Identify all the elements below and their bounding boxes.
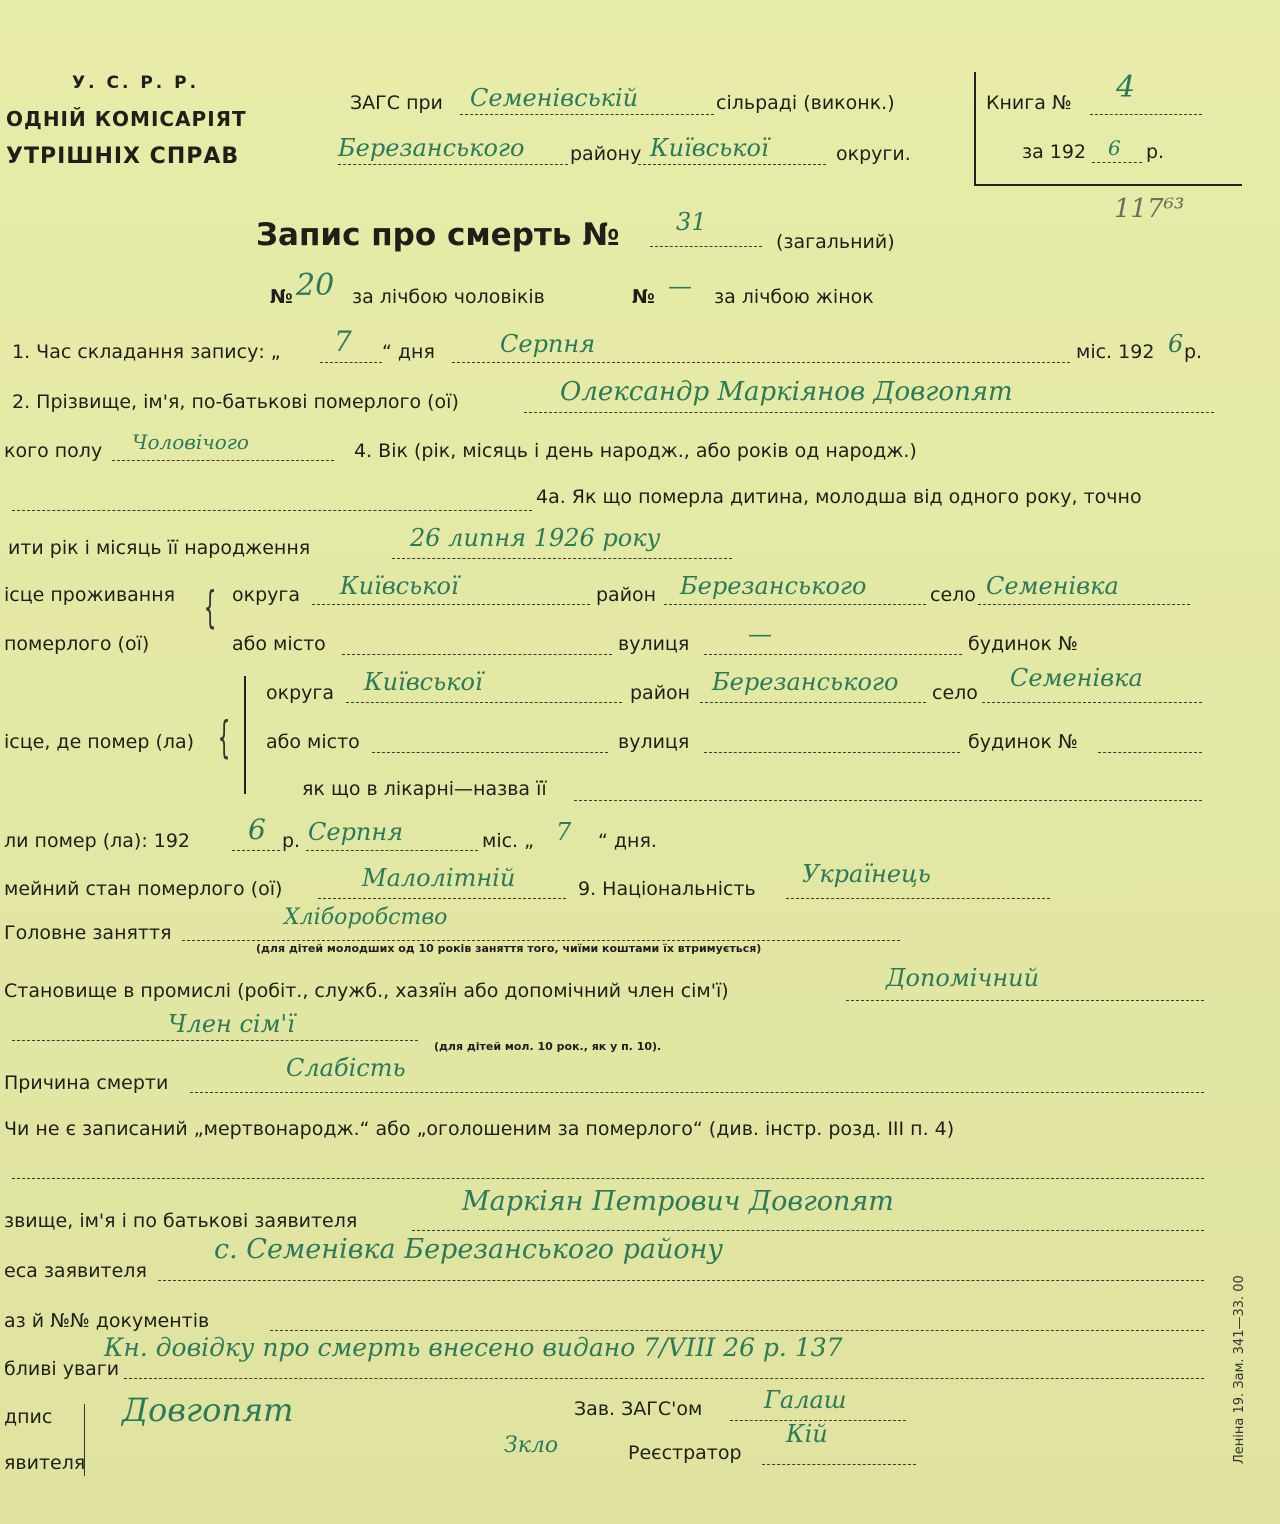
nation-value: Українець — [802, 860, 931, 888]
pencil-archive-mark: 117⁶³ — [1114, 194, 1185, 224]
death-place-brace: { — [217, 712, 231, 763]
title-label: Запис про смерть № — [256, 217, 620, 253]
res-city-line — [342, 654, 612, 655]
dp-selo-label: село — [932, 682, 978, 704]
res-city-label: або місто — [232, 633, 326, 655]
women-number: — — [668, 272, 692, 300]
death-date-mis: міс. „ — [482, 830, 534, 852]
death-date-year: 6 — [248, 813, 266, 846]
dp-raion-value: Березанського — [712, 668, 899, 696]
zags-suffix: сільраді (виконк.) — [716, 92, 895, 114]
res-selo-value: Семенівка — [986, 572, 1119, 600]
field-1-month-line — [452, 362, 1070, 363]
cause-line — [190, 1092, 1204, 1093]
field-4-line — [12, 510, 532, 511]
res-house-label: будинок № — [968, 633, 1078, 655]
okruha-value: Київської — [650, 134, 769, 162]
title-number: 31 — [676, 208, 707, 236]
dp-raion-line — [700, 702, 926, 703]
dp-street-line — [704, 752, 960, 753]
signature-bracket — [84, 1404, 85, 1476]
registrar-line — [762, 1464, 916, 1465]
field-1-day-label: “ дня — [382, 341, 435, 363]
raion-label: району — [570, 143, 642, 165]
docs-label: аз й №№ документів — [4, 1310, 210, 1332]
field-3-label: кого полу — [4, 440, 103, 462]
residence-label-2: померлого (ої) — [4, 633, 150, 655]
death-date-year-line — [232, 850, 280, 851]
cause-value: Слабість — [286, 1054, 406, 1082]
position-line-2 — [12, 1040, 418, 1041]
dp-city-line — [372, 752, 608, 753]
men-number: 20 — [296, 268, 335, 303]
field-4-label: 4. Вік (рік, місяць і день народж., або років од народж.) — [354, 440, 917, 462]
dp-street-label: вулиця — [618, 731, 690, 753]
field-3-line — [112, 460, 334, 461]
remarks-line — [124, 1378, 1204, 1379]
field-1-day: 7 — [334, 325, 352, 358]
family-line — [318, 898, 566, 899]
declarant-label: звище, ім'я і по батькові заявителя — [4, 1210, 358, 1232]
field-1-year-suffix: р. — [1184, 341, 1203, 363]
country-label: У. С. Р. Р. — [72, 73, 200, 93]
field-3-value: Чоловічого — [132, 430, 249, 454]
death-place-bracket — [244, 676, 246, 794]
res-selo-label: село — [930, 584, 976, 606]
women-prefix: № — [632, 286, 655, 308]
cause-label: Причина смерти — [4, 1072, 169, 1094]
dp-house-label: будинок № — [968, 731, 1078, 753]
occupation-note: (для дітей молодших од 10 років заняття того, чиїми коштами їх втримується) — [256, 942, 762, 955]
stillborn-line — [12, 1178, 1204, 1179]
res-raion-label: район — [596, 584, 657, 606]
signature-value: Довгопят — [122, 1391, 294, 1429]
field-4a-value: 26 липня 1926 року — [410, 524, 661, 552]
book-label: Книга № — [986, 92, 1072, 114]
raion-line — [338, 164, 568, 165]
commissariat-line1: ОДНІЙ КОМІСАРІЯТ — [6, 107, 247, 131]
family-label: мейний стан померлого (ої) — [4, 878, 283, 900]
okruha-label: округи. — [836, 143, 911, 165]
res-okruha-line — [312, 604, 590, 605]
res-raion-line — [664, 604, 926, 605]
death-date-label: ли помер (ла): 192 — [4, 830, 191, 852]
field-1-year: 6 — [1168, 330, 1184, 358]
res-street-line — [704, 654, 962, 655]
res-raion-value: Березанського — [680, 572, 867, 600]
field-1-month: Серпня — [500, 330, 596, 358]
address-label: еса заявителя — [4, 1260, 147, 1282]
title-suffix: (загальний) — [776, 231, 895, 253]
raion-value: Березанського — [338, 134, 525, 162]
nation-label: 9. Національність — [578, 878, 756, 900]
dp-okruha-line — [346, 702, 622, 703]
dp-raion-label: район — [630, 682, 691, 704]
occupation-line — [182, 940, 900, 941]
margin-print: Леніна 19. Зам. 341—33. 00 — [1232, 1275, 1247, 1464]
death-place-label: ісце, де помер (ла) — [4, 731, 195, 753]
docs-line — [270, 1330, 1204, 1331]
residence-label-1: ісце проживання — [4, 584, 176, 606]
res-street-value: — — [748, 620, 772, 648]
position-value-2: Член сім'ї — [168, 1010, 295, 1038]
dp-okruha-value: Київської — [364, 668, 483, 696]
book-year-digit: 6 — [1108, 136, 1121, 160]
book-year-line — [1092, 162, 1142, 163]
position-line — [846, 1000, 1204, 1001]
dp-hospital-label: як що в лікарні—назва її — [302, 778, 547, 800]
registrar-signature: Кій — [786, 1420, 828, 1448]
field-2-line — [524, 412, 1214, 413]
death-date-month: Серпня — [308, 818, 404, 846]
address-line — [158, 1280, 1204, 1281]
declarant-value: Маркіян Петрович Довгопят — [462, 1186, 894, 1217]
death-date-month-line — [306, 850, 478, 851]
registrar-prefix: Зкло — [504, 1433, 559, 1458]
women-label: за лічбою жінок — [714, 286, 874, 308]
dp-city-label: або місто — [266, 731, 360, 753]
address-value: с. Семенівка Березанського району — [214, 1234, 724, 1265]
position-label: Становище в промислі (робіт., служб., хазяїн або допомічний член сім'ї) — [4, 980, 729, 1002]
title-number-line — [650, 246, 762, 247]
book-year-prefix: за 192 — [1022, 141, 1087, 163]
dp-selo-value: Семенівка — [1010, 664, 1143, 692]
field-4a-label: 4а. Як що померла дитина, молодша від одного року, точно — [536, 486, 1142, 508]
res-okruha-label: округа — [232, 584, 301, 606]
res-street-label: вулиця — [618, 633, 690, 655]
book-year-suffix: р. — [1146, 141, 1165, 163]
remarks-value: Кн. довідку про смерть внесено видано 7/VIII 26 р. 137 — [104, 1333, 843, 1362]
dp-hospital-line — [574, 800, 1202, 801]
field-1-day-line — [320, 362, 382, 363]
stillborn-label: Чи не є записаний „мертвонародж.“ або „оголошеним за померлого“ (див. інстр. розд. III п. 4) — [4, 1118, 955, 1140]
zags-value: Семенівській — [470, 84, 639, 112]
family-value: Малолітній — [362, 864, 516, 892]
zags-line — [460, 114, 714, 115]
signature-label-2: явителя — [4, 1452, 86, 1474]
book-box-bottom — [974, 184, 1242, 186]
occupation-value: Хліборобство — [284, 905, 448, 930]
book-number-line — [1090, 114, 1202, 115]
death-date-day-label: “ дня. — [598, 830, 657, 852]
dp-selo-line — [982, 702, 1202, 703]
death-date-r: р. — [282, 830, 301, 852]
signature-label-1: дпис — [4, 1406, 53, 1428]
death-date-day: 7 — [556, 818, 572, 846]
occupation-label: Головне заняття — [4, 922, 172, 944]
residence-brace: { — [203, 582, 217, 633]
declarant-line — [412, 1230, 1204, 1231]
men-label: за лічбою чоловіків — [352, 286, 545, 308]
field-1-label: 1. Час складання запису: „ — [12, 341, 281, 363]
field-2-label: 2. Прізвище, ім'я, по-батькові померлого (ої) — [12, 391, 459, 413]
position-note: (для дітей мол. 10 рок., як у п. 10). — [434, 1040, 662, 1053]
field-4a-line — [392, 558, 732, 559]
field-1-month-label: міс. 192 — [1076, 341, 1155, 363]
dp-house-line — [1098, 752, 1202, 753]
book-box-left — [974, 72, 976, 184]
nation-line — [786, 898, 1050, 899]
field-2-value: Олександр Маркіянов Довгопят — [560, 377, 1013, 407]
res-selo-line — [978, 604, 1190, 605]
head-label: Зав. ЗАГС'ом — [574, 1398, 703, 1420]
men-prefix: № — [270, 286, 293, 308]
okruha-line — [638, 164, 826, 165]
res-okruha-value: Київської — [340, 572, 459, 600]
dp-okruha-label: округа — [266, 682, 335, 704]
commissariat-line2: УТРІШНІХ СПРАВ — [6, 144, 240, 169]
zags-prefix: ЗАГС при — [350, 92, 443, 114]
position-value-1: Допомічний — [886, 964, 1040, 992]
head-signature: Галаш — [764, 1386, 847, 1414]
registrar-label: Реєстратор — [628, 1442, 742, 1464]
remarks-label: бливі уваги — [4, 1358, 120, 1380]
field-4a-line2: ити рік і місяць її народження — [8, 537, 311, 559]
book-number: 4 — [1116, 70, 1136, 105]
